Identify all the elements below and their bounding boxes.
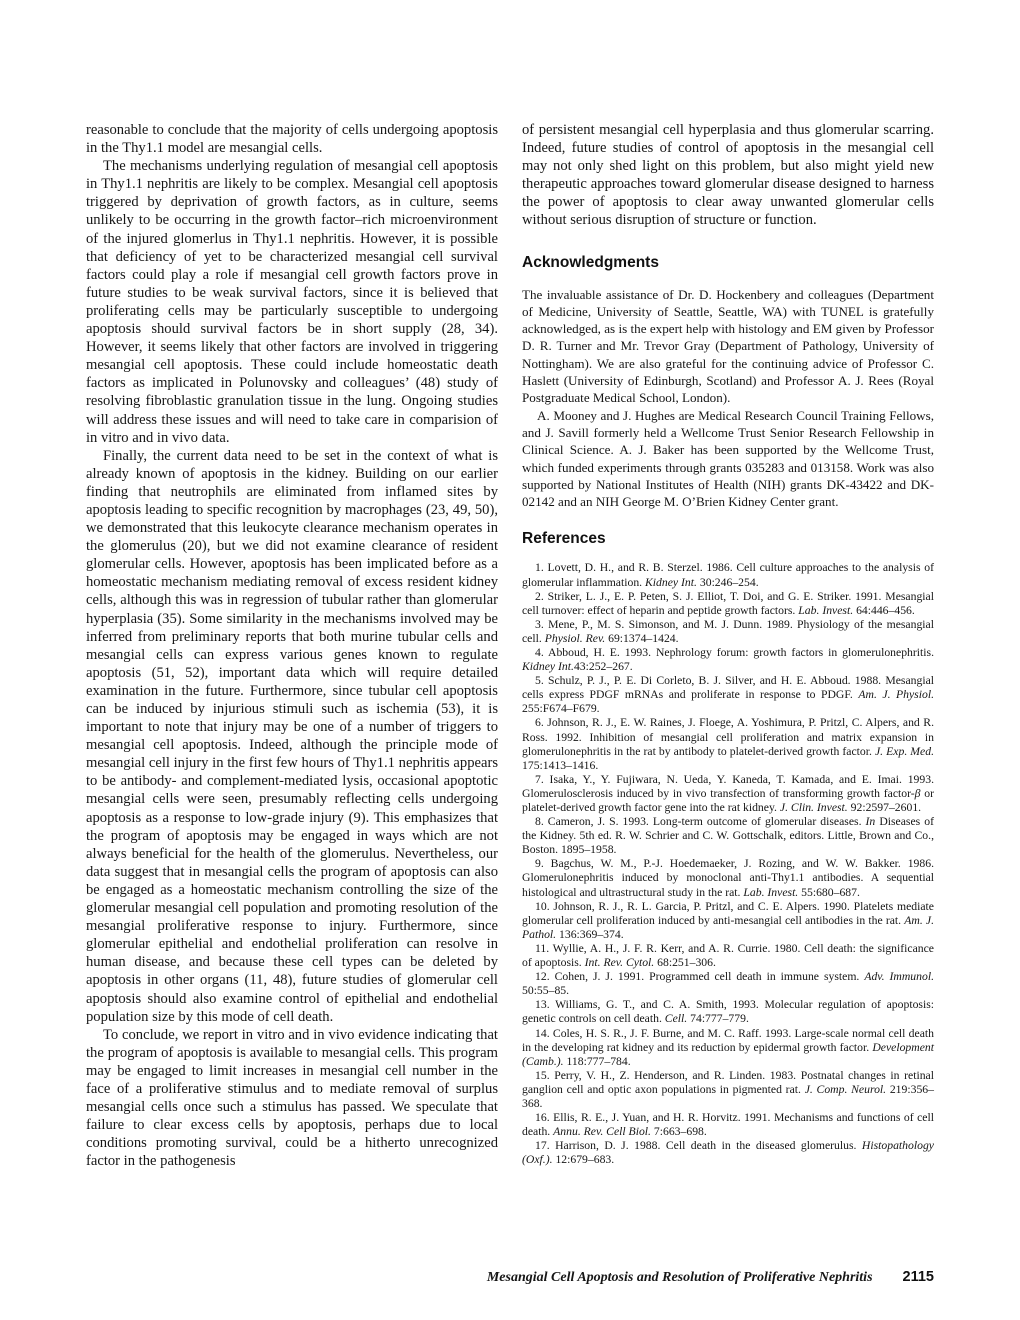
reference-text: 2. Striker, L. J., E. P. Peten, S. J. Elliot, T. Doi, and G. E. Striker. 1991. Mesangial cell turnover: effect of heparin and peptide growth factors. xyxy=(522,589,934,617)
reference-text: 4. Abboud, H. E. 1993. Nephrology forum: growth factors in glomerulonephritis. xyxy=(535,645,934,659)
reference-text: 74:777–779. xyxy=(687,1012,749,1026)
reference-journal-name: In xyxy=(865,815,876,829)
reference-item xyxy=(522,618,934,646)
right-column xyxy=(522,121,934,1170)
reference-item xyxy=(522,970,934,998)
reference-text: 9. Bagchus, W. M., P.-J. Hoedemaeker, J. Rozing, and W. W. Bakker. 1986. Glomerulonephritis induced by monoclonal anti-Thy1.1 antibodies. A sequential histological and ultrastructural study in the rat. xyxy=(522,857,934,899)
body-paragraph: reasonable to conclude that the majority of cells undergoing apoptosis in the Thy1.1 model are mesangial cells. xyxy=(86,122,498,157)
reference-text: 219:356–368. xyxy=(522,1082,934,1110)
reference-item xyxy=(522,561,934,589)
body-paragraph: To conclude, we report in vitro and in vivo evidence indicating that the program of apoptosis is available to mesangial cells. This program may be engaged to limit increases in mesangial cell number in the face of a proliferative stimulus and to mediate removal of surplus mesangial cells once such a stimulus has passed. We speculate that failure to clear excess cells by apoptosis, perhaps due to local conditions promoting survival, could be a hitherto unrecognized factor in the pathogenesis xyxy=(86,1026,498,1170)
reference-text: 118:777–784. xyxy=(563,1054,631,1068)
reference-journal-name: Development (Camb.). xyxy=(522,1040,934,1068)
reference-item xyxy=(522,1111,934,1139)
body-paragraph: of persistent mesangial cell hyperplasia and thus glomerular scarring. Indeed, future studies of control of apoptosis in the mesangial cell may not only shed light on this problem, but also might yield new therapeutic approaches toward glomerular disease designed to harness the power of apoptosis to clear away unwanted glomerular cells without serious disruption of structure or function. xyxy=(522,122,934,229)
reference-text: 5. Schulz, P. J., P. E. Di Corleto, B. J. Silver, and H. E. Abboud. 1988. Mesangial cells express PDGF mRNAs and proliferate in response to PDGF. xyxy=(522,674,934,702)
reference-text: 17. Harrison, D. J. 1988. Cell death in the diseased glomerulus. xyxy=(535,1139,862,1153)
reference-text: 136:369–374. xyxy=(556,927,624,941)
reference-item xyxy=(522,900,934,942)
reference-text: 69:1374–1424. xyxy=(605,631,679,645)
reference-text: 13. Williams, G. T., and C. A. Smith, 1993. Molecular regulation of apoptosis: genetic controls on cell death. xyxy=(522,998,934,1026)
reference-journal-name: Kidney Int. xyxy=(522,660,574,674)
two-column-layout xyxy=(86,121,934,1170)
reference-journal-name: Am. J. Pathol. xyxy=(522,913,934,941)
reference-text: 3. Mene, P., M. S. Simonson, and M. J. Dunn. 1989. Physiology of the mesangial cell. xyxy=(522,617,934,645)
reference-journal-name: Int. Rev. Cytol. xyxy=(584,956,655,970)
reference-item xyxy=(522,1069,934,1111)
reference-text: 12:679–683. xyxy=(552,1153,615,1167)
reference-item xyxy=(522,590,934,618)
page-footer xyxy=(487,1268,934,1286)
reference-text: 11. Wyllie, A. H., J. F. R. Kerr, and A. R. Currie. 1980. Cell death: the significance of apoptosis. xyxy=(522,941,934,970)
reference-item xyxy=(522,674,934,716)
body-paragraph: The mechanisms underlying regulation of mesangial cell apoptosis in Thy1.1 nephritis are likely to be complex. Mesangial cell apoptosis triggered by deprivation of growth factors, as in culture, seems unlikely to be occurring in the growth factor–rich microenvironment of the injured glomerlus in Thy1.1 nephritis. However, it is possible that deficiency of yet to be characterized mesangial cell survival factors could play a role if mesangial cell growth factors prove in future studies to be weak survival factors, since it is believed that proliferating cells may be particularly susceptible to undergoing apoptosis should survival factors be in short supply (28, 34). However, it seems likely that other factors are involved in triggering mesangial cell apoptosis. These could include homeostatic death factors as implicated in Polunovsky and colleagues’ (48) study of resolving fibroblastic granulation tissue in the lung. Ongoing studies will address these issues and will need to take care in comparision of in vitro and in vivo data. xyxy=(86,158,498,446)
reference-journal-name: Cell. xyxy=(664,1012,688,1026)
reference-item xyxy=(522,1027,934,1069)
reference-item xyxy=(522,998,934,1026)
reference-journal-name: Annu. Rev. Cell Biol. xyxy=(553,1125,651,1139)
reference-text: 1. Lovett, D. H., and R. B. Sterzel. 1986. Cell culture approaches to the analysis of glomerular inflammation. xyxy=(522,561,934,589)
left-column xyxy=(86,121,498,1170)
reference-journal-name: J. Clin. Invest. xyxy=(779,801,848,815)
reference-text: 12. Cohen, J. J. 1991. Programmed cell death in immune system. xyxy=(535,970,865,984)
acknowledgments-paragraph: A. Mooney and J. Hughes are Medical Research Council Training Fellows, and J. Savill formerly held a Wellcome Trust Senior Research Fellowship in Clinical Science. A. J. Baker has been supported by the Wellcome Trust, which funded experiments through grants 035283 and 013158. Work was also supported by National Institutes of Health (NIH) grants DK-43422 and DK-02142 and an NIH George M. O’Brien Kidney Center grant. xyxy=(522,407,934,510)
reference-text: 7:663–698. xyxy=(650,1125,707,1139)
reference-journal-name: Kidney Int. xyxy=(645,575,697,589)
reference-text: 43:252–267. xyxy=(573,660,633,674)
reference-text: 175:1413–1416. xyxy=(522,758,599,772)
body-paragraph: Finally, the current data need to be set in the context of what is already known of apoptosis in the kidney. Building on our earlier finding that neutrophils are eliminated from inflamed sites by apoptosis leading to specific recognition by macrophages (23, 49, 50), we demonstrated that this leukocyte clearance mechanism operates in the glomerulus (20), but we did not examine clearance of resident glomerular cells. However, apoptosis has been implicated before as a homeostatic mechanism mediating removal of excess resident kidney cells, although this was in regression of tubular rather than glomerular hyperplasia (35). Some similarity in the mechanisms involved may be inferred from preliminary reports that both murine tubular cells and mesangial cells can express various genes known to regulate apoptosis (51, 52), important data which will require detailed examination in the future. Furthermore, since tubular cell apoptosis can be induced by injurious stimuli such as ischemia (53), it is important to note that injury may be one of a number of triggers to mesangial cell apoptosis. Indeed, although the principle mode of mesangial cell injury in the first few hours of Thy1.1 nephritis appears to be antibody- and complement-mediated lysis, occasional apoptotic mesangial cells were seen, presumably reflecting cells undergoing apoptosis as a response to low-grade injury (9). This emphasizes that the program of apoptosis may be engaged in ways which are not always beneficial for the health of the glomerulus. Nevertheless, our data suggest that in mesangial cells the program of apoptosis can also be engaged as a homeostatic mechanism controlling the size of the glomerular mesangial cell population and promoting resolution of the mesangial proliferative response to injury. Furthermore, since glomerular epithelial and endothelial proliferation can resolve in human disease, and because these cell types can be deleted by apoptosis in other organs (11, 48), future studies of glomerular cell apoptosis should also examine control of epithelial and endothelial population size by this mode of cell death. xyxy=(86,447,498,1025)
reference-text: 14. Coles, H. S. R., J. F. Burne, and M. C. Raff. 1993. Large-scale normal cell death in the developing rat kidney and its reduction by epidermal growth factor. xyxy=(522,1026,934,1054)
reference-item xyxy=(522,716,934,772)
reference-text: 7. Isaka, Y., Y. Fujiwara, N. Ueda, Y. Kaneda, T. Kamada, and E. Imai. 1993. Glomerulosclerosis induced by in vivo transfection of transforming growth factor- xyxy=(522,772,934,800)
references-heading: References xyxy=(522,530,606,548)
reference-text: 6. Johnson, R. J., E. W. Raines, J. Floege, A. Yoshimura, P. Pritzl, C. Alpers, and R. Ross. 1992. Inhibition of mesangial cell proliferation and matrix expansion in glomerulonephritis in the rat by antibody to platelet-derived growth factor. xyxy=(522,716,934,758)
reference-text: 68:251–306. xyxy=(654,956,716,970)
reference-text: 92:2597–2601. xyxy=(847,801,922,815)
reference-journal-name: β xyxy=(914,786,921,800)
running-title: Mesangial Cell Apoptosis and Resolution of Proliferative Nephritis xyxy=(486,1270,873,1285)
reference-text: 64:446–456. xyxy=(853,603,915,617)
references-list xyxy=(522,561,934,1167)
page-number: 2115 xyxy=(902,1269,934,1285)
reference-text: Diseases of the Kidney. 5th ed. R. W. Schrier and C. W. Gottschalk, editors. Little, Brown and Co., Boston. 1895–1958. xyxy=(522,815,934,857)
reference-item xyxy=(522,815,934,857)
reference-text: 15. Perry, V. H., Z. Henderson, and R. Linden. 1983. Postnatal changes in retinal ganglion cell and optic axon populations in pigmented rat. xyxy=(522,1068,934,1096)
reference-journal-name: Adv. Immunol. xyxy=(864,970,934,984)
reference-journal-name: J. Comp. Neurol. xyxy=(804,1082,887,1096)
reference-journal-name: Am. J. Physiol. xyxy=(858,688,934,702)
reference-journal-name: Lab. Invest. xyxy=(743,885,799,899)
reference-item xyxy=(522,857,934,899)
reference-text: 10. Johnson, R. J., R. L. Garcia, P. Pritzl, and C. E. Alpers. 1990. Platelets mediate glomerular cell proliferation induced by anti-mesangial cell antibodies in the rat. xyxy=(522,899,934,927)
acknowledgments-paragraph: The invaluable assistance of Dr. D. Hockenbery and colleagues (Department of Medicine, University of Seattle, Seattle, WA) with TUNEL is gratefully acknowledged, as is the expert help with histology and EM given by Professor D. R. Turner and Mr. Trevor Gray (Department of Pathology, University of Nottingham). We are also grateful for the continuing advice of Professor C. Haslett (University of Edinburgh, Scotland) and Professor A. J. Rees (Royal Postgraduate Medical School, London). xyxy=(522,286,934,406)
acknowledgments-heading: Acknowledgments xyxy=(522,253,659,271)
reference-item xyxy=(522,773,934,815)
reference-text: 255:F674–F679. xyxy=(522,702,600,716)
reference-journal-name: Histopathology (Oxf.). xyxy=(522,1139,934,1167)
reference-text: 30:246–254. xyxy=(696,575,759,589)
reference-text: 8. Cameron, J. S. 1993. Long-term outcome of glomerular diseases. xyxy=(535,815,866,829)
reference-journal-name: Lab. Invest. xyxy=(798,603,854,617)
reference-text: 50:55–85. xyxy=(522,984,570,998)
reference-item xyxy=(522,646,934,674)
reference-item xyxy=(522,942,934,970)
reference-item xyxy=(522,1139,934,1167)
acknowledgments-text xyxy=(522,286,934,511)
reference-journal-name: Physiol. Rev. xyxy=(544,631,606,645)
reference-text: 55:680–687. xyxy=(798,885,860,899)
reference-text: 16. Ellis, R. E., J. Yuan, and H. R. Horvitz. 1991. Mechanisms and functions of cell death. xyxy=(522,1111,934,1139)
right-column-body-text xyxy=(522,121,934,230)
reference-journal-name: J. Exp. Med. xyxy=(874,744,934,758)
reference-text: or platelet-derived growth factor gene into the rat kidney. xyxy=(522,786,934,815)
